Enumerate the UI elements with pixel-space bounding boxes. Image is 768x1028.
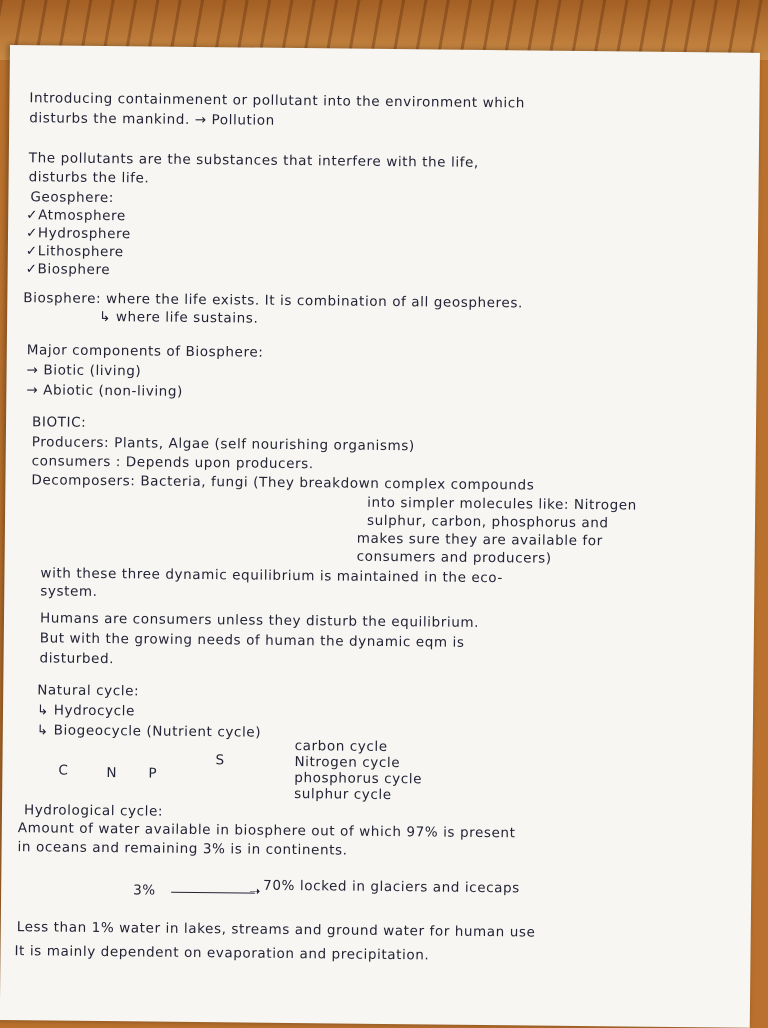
note-line: Introducing containmenent or pollutant into the environment which (29, 90, 526, 112)
note-line: disturbs the mankind. → Pollution (29, 110, 275, 129)
note-line: The pollutants are the substances that interfere with the life, (28, 150, 479, 171)
list-item: → Biotic (living) (26, 362, 142, 380)
note-line: disturbs the life. (28, 169, 150, 187)
cycle-list-item: carbon cycle (294, 738, 388, 755)
note-line: disturbed. (39, 650, 115, 668)
note-line: But with the growing needs of human the dynamic eqm is (39, 630, 465, 651)
note-line: Less than 1% water in lakes, streams and ground water for human use (16, 919, 536, 941)
cycle-letter-p: P (148, 765, 158, 782)
note-line: sulphur, carbon, phosphorus and (366, 512, 609, 532)
arrow-head-icon: ➝ (249, 883, 262, 900)
note-line: 3% (133, 882, 156, 899)
note-line: Producers: Plants, Algae (self nourishing organisms) (31, 434, 415, 455)
section-heading: BIOTIC: (31, 414, 87, 431)
cycle-letter-c: C (58, 762, 69, 779)
note-line: in oceans and remaining 3% is in continents. (17, 839, 348, 859)
section-heading: Hydrological cycle: (23, 802, 164, 820)
note-line: system. (40, 583, 98, 600)
note-line: with these three dynamic equilibrium is maintained in the eco- (40, 565, 504, 587)
note-line: Biosphere: where the life exists. It is combination of all geospheres. (23, 290, 523, 312)
note-line: 70% locked in glaciers and icecaps (263, 877, 520, 897)
note-line: makes sure they are available for (356, 530, 603, 550)
note-line: into simpler molecules like: Nitrogen (367, 494, 637, 514)
note-line: ↳ where life sustains. (99, 308, 259, 327)
list-item: ↳ Biogeocycle (Nutrient cycle) (36, 722, 262, 741)
note-line: Humans are consumers unless they disturb the equilibrium. (39, 610, 480, 631)
arrow-line (171, 892, 255, 894)
cycle-letter-s: S (215, 752, 225, 769)
section-heading: Natural cycle: (37, 682, 140, 700)
list-item: ✓Biosphere (25, 261, 111, 279)
section-heading: Major components of Biosphere: (26, 342, 264, 361)
cycle-list-item: Nitrogen cycle (294, 754, 401, 772)
section-heading: Geosphere: (30, 189, 115, 207)
notebook-page (0, 45, 760, 1028)
list-item: → Abiotic (non-living) (26, 382, 183, 400)
list-item: ✓Hydrosphere (25, 225, 131, 243)
cycle-list-item: sulphur cycle (294, 786, 392, 804)
note-line: Decomposers: Bacteria, fungi (They breakdown complex compounds (31, 472, 535, 494)
cycle-list-item: phosphorus cycle (294, 770, 423, 788)
note-line: consumers : Depends upon producers. (31, 453, 314, 473)
note-line: It is mainly dependent on evaporation and precipitation. (14, 943, 430, 964)
cycle-letter-n: N (106, 765, 118, 782)
list-item: ✓Atmosphere (26, 207, 126, 225)
list-item: ✓Lithosphere (25, 243, 124, 261)
list-item: ↳ Hydrocycle (36, 702, 136, 720)
note-line: Amount of water available in biosphere out of which 97% is present (17, 820, 516, 842)
note-line: consumers and producers) (356, 548, 552, 567)
